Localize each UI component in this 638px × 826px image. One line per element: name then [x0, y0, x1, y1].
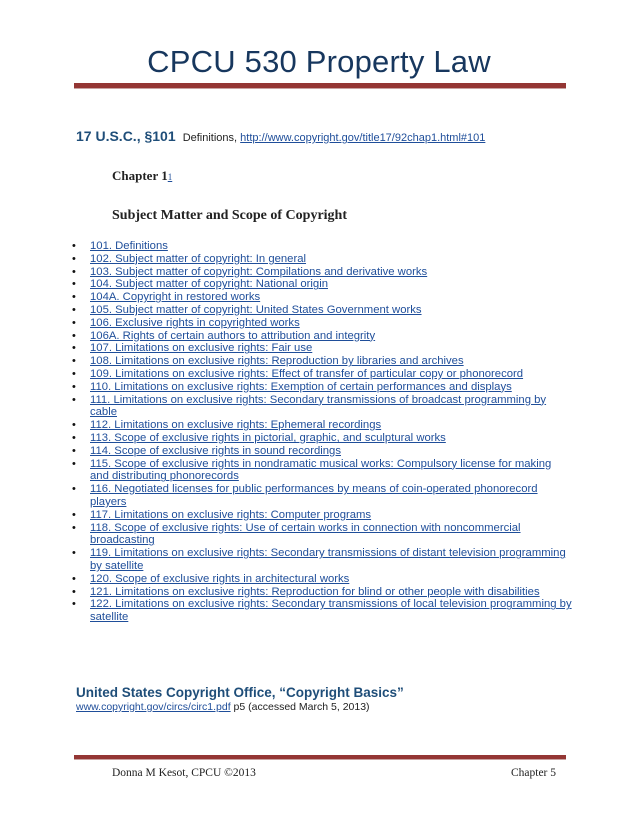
- toc-item: [72, 586, 572, 599]
- footer-chapter: Chapter 5: [510, 767, 556, 779]
- basics-title: United States Copyright Office, “Copyright Basics”: [76, 685, 404, 700]
- toc-link[interactable]: 102. Subject matter of copyright: In general: [90, 252, 307, 265]
- bullet-icon: •: [72, 252, 76, 265]
- toc-link[interactable]: 113. Scope of exclusive rights in pictorial, graphic, and sculptural works: [90, 431, 446, 444]
- toc-item: [72, 394, 572, 420]
- toc-item: [72, 598, 572, 624]
- toc-item: [72, 317, 572, 330]
- subject-heading: Subject Matter and Scope of Copyright: [112, 208, 348, 223]
- toc-item: [72, 253, 572, 266]
- bullet-icon: •: [72, 265, 76, 278]
- toc-item: [72, 368, 572, 381]
- bullet-icon: •: [72, 342, 76, 355]
- toc-link[interactable]: 116. Negotiated licenses for public performances by means of coin-operated phonorecord players: [90, 483, 538, 508]
- toc-item: [72, 547, 572, 573]
- bullet-icon: •: [72, 431, 76, 444]
- toc-link[interactable]: 121. Limitations on exclusive rights: Reproduction for blind or other people with disabilities: [90, 585, 540, 598]
- toc-item: [72, 330, 572, 343]
- toc-link[interactable]: 112. Limitations on exclusive rights: Ephemeral recordings: [90, 419, 382, 432]
- toc-link[interactable]: 106. Exclusive rights in copyrighted works: [90, 316, 300, 329]
- bullet-icon: •: [72, 508, 76, 521]
- bullet-icon: •: [72, 355, 76, 368]
- toc-link[interactable]: 120. Scope of exclusive rights in architectural works: [90, 572, 350, 585]
- toc-item: [72, 483, 572, 509]
- footer-rule: [74, 755, 566, 760]
- toc-item: [72, 509, 572, 522]
- toc-link[interactable]: 108. Limitations on exclusive rights: Reproduction by libraries and archives: [90, 355, 464, 368]
- toc-link[interactable]: 119. Limitations on exclusive rights: Secondary transmissions of distant television programming by satellite: [90, 547, 566, 572]
- bullet-icon: •: [72, 444, 76, 457]
- usc-url-link[interactable]: http://www.copyright.gov/title17/92chap1.html#101: [240, 132, 486, 144]
- circ1-link[interactable]: www.copyright.gov/circs/circ1.pdf: [76, 701, 231, 713]
- toc-item: [72, 342, 572, 355]
- toc-item: [72, 419, 572, 432]
- toc-item: [72, 432, 572, 445]
- toc-item: [72, 304, 572, 317]
- definitions-text: Definitions,: [182, 132, 238, 144]
- bullet-icon: •: [72, 572, 76, 585]
- bullet-icon: •: [72, 278, 76, 291]
- bullet-icon: •: [72, 240, 76, 252]
- basics-note: p5 (accessed March 5, 2013): [230, 701, 370, 713]
- toc-item: [72, 291, 572, 304]
- toc-link[interactable]: 114. Scope of exclusive rights in sound recordings: [90, 444, 341, 457]
- footer-author: Donna M Kesot, CPCU ©2013: [112, 767, 256, 779]
- toc-item: [72, 522, 572, 548]
- toc-link[interactable]: 105. Subject matter of copyright: United States Government works: [90, 303, 422, 316]
- bullet-icon: •: [72, 291, 76, 304]
- chapter-footnote-link[interactable]: 1: [167, 172, 173, 182]
- toc-link[interactable]: 104A. Copyright in restored works: [90, 291, 261, 304]
- toc-link[interactable]: 115. Scope of exclusive rights in nondramatic musical works: Compulsory license for making and distributing phonorecords: [90, 457, 552, 483]
- bullet-icon: •: [72, 316, 76, 329]
- bullet-icon: •: [72, 457, 76, 470]
- basics-citation: [76, 701, 370, 713]
- toc-link[interactable]: 104. Subject matter of copyright: National origin: [90, 278, 328, 291]
- bullet-icon: •: [72, 483, 76, 496]
- toc-link[interactable]: 122. Limitations on exclusive rights: Secondary transmissions of local television programming by satellite: [90, 598, 572, 624]
- toc-link[interactable]: 111. Limitations on exclusive rights: Secondary transmissions of broadcast programming by cable: [90, 393, 547, 419]
- chapter-heading: [112, 168, 172, 184]
- bullet-icon: •: [72, 303, 76, 316]
- toc-item: [72, 278, 572, 291]
- toc-item: [72, 458, 572, 484]
- bullet-icon: •: [72, 585, 76, 598]
- bullet-icon: •: [72, 598, 76, 611]
- bullet-icon: •: [72, 329, 76, 342]
- chapter-label: Chapter 1: [112, 168, 168, 183]
- toc-link[interactable]: 103. Subject matter of copyright: Compilations and derivative works: [90, 265, 428, 278]
- bullet-icon: •: [72, 521, 76, 534]
- toc-item: [72, 355, 572, 368]
- usc-label: 17 U.S.C., §101: [76, 128, 176, 144]
- toc-item: [72, 445, 572, 458]
- toc-item: [72, 573, 572, 586]
- toc-link[interactable]: 110. Limitations on exclusive rights: Exemption of certain performances and displays: [90, 380, 512, 393]
- toc-link[interactable]: 106A. Rights of certain authors to attribution and integrity: [90, 329, 376, 342]
- toc-item: [72, 381, 572, 394]
- bullet-icon: •: [72, 419, 76, 432]
- header-rule: [74, 83, 566, 89]
- toc-link[interactable]: 117. Limitations on exclusive rights: Computer programs: [90, 508, 372, 521]
- toc-link[interactable]: 107. Limitations on exclusive rights: Fair use: [90, 342, 313, 355]
- toc-item: [72, 266, 572, 279]
- toc-list: [72, 240, 572, 624]
- bullet-icon: •: [72, 367, 76, 380]
- bullet-icon: •: [72, 380, 76, 393]
- bullet-icon: •: [72, 547, 76, 560]
- toc-link[interactable]: 109. Limitations on exclusive rights: Effect of transfer of particular copy or phonorecord: [90, 367, 524, 380]
- toc-item: [72, 240, 572, 253]
- toc-link[interactable]: 118. Scope of exclusive rights: Use of certain works in connection with noncommercial broadcasting: [90, 521, 521, 547]
- usc-citation: [76, 128, 596, 144]
- toc-link[interactable]: 101. Definitions: [90, 240, 168, 252]
- page-title: CPCU 530 Property Law: [147, 44, 491, 79]
- bullet-icon: •: [72, 393, 76, 406]
